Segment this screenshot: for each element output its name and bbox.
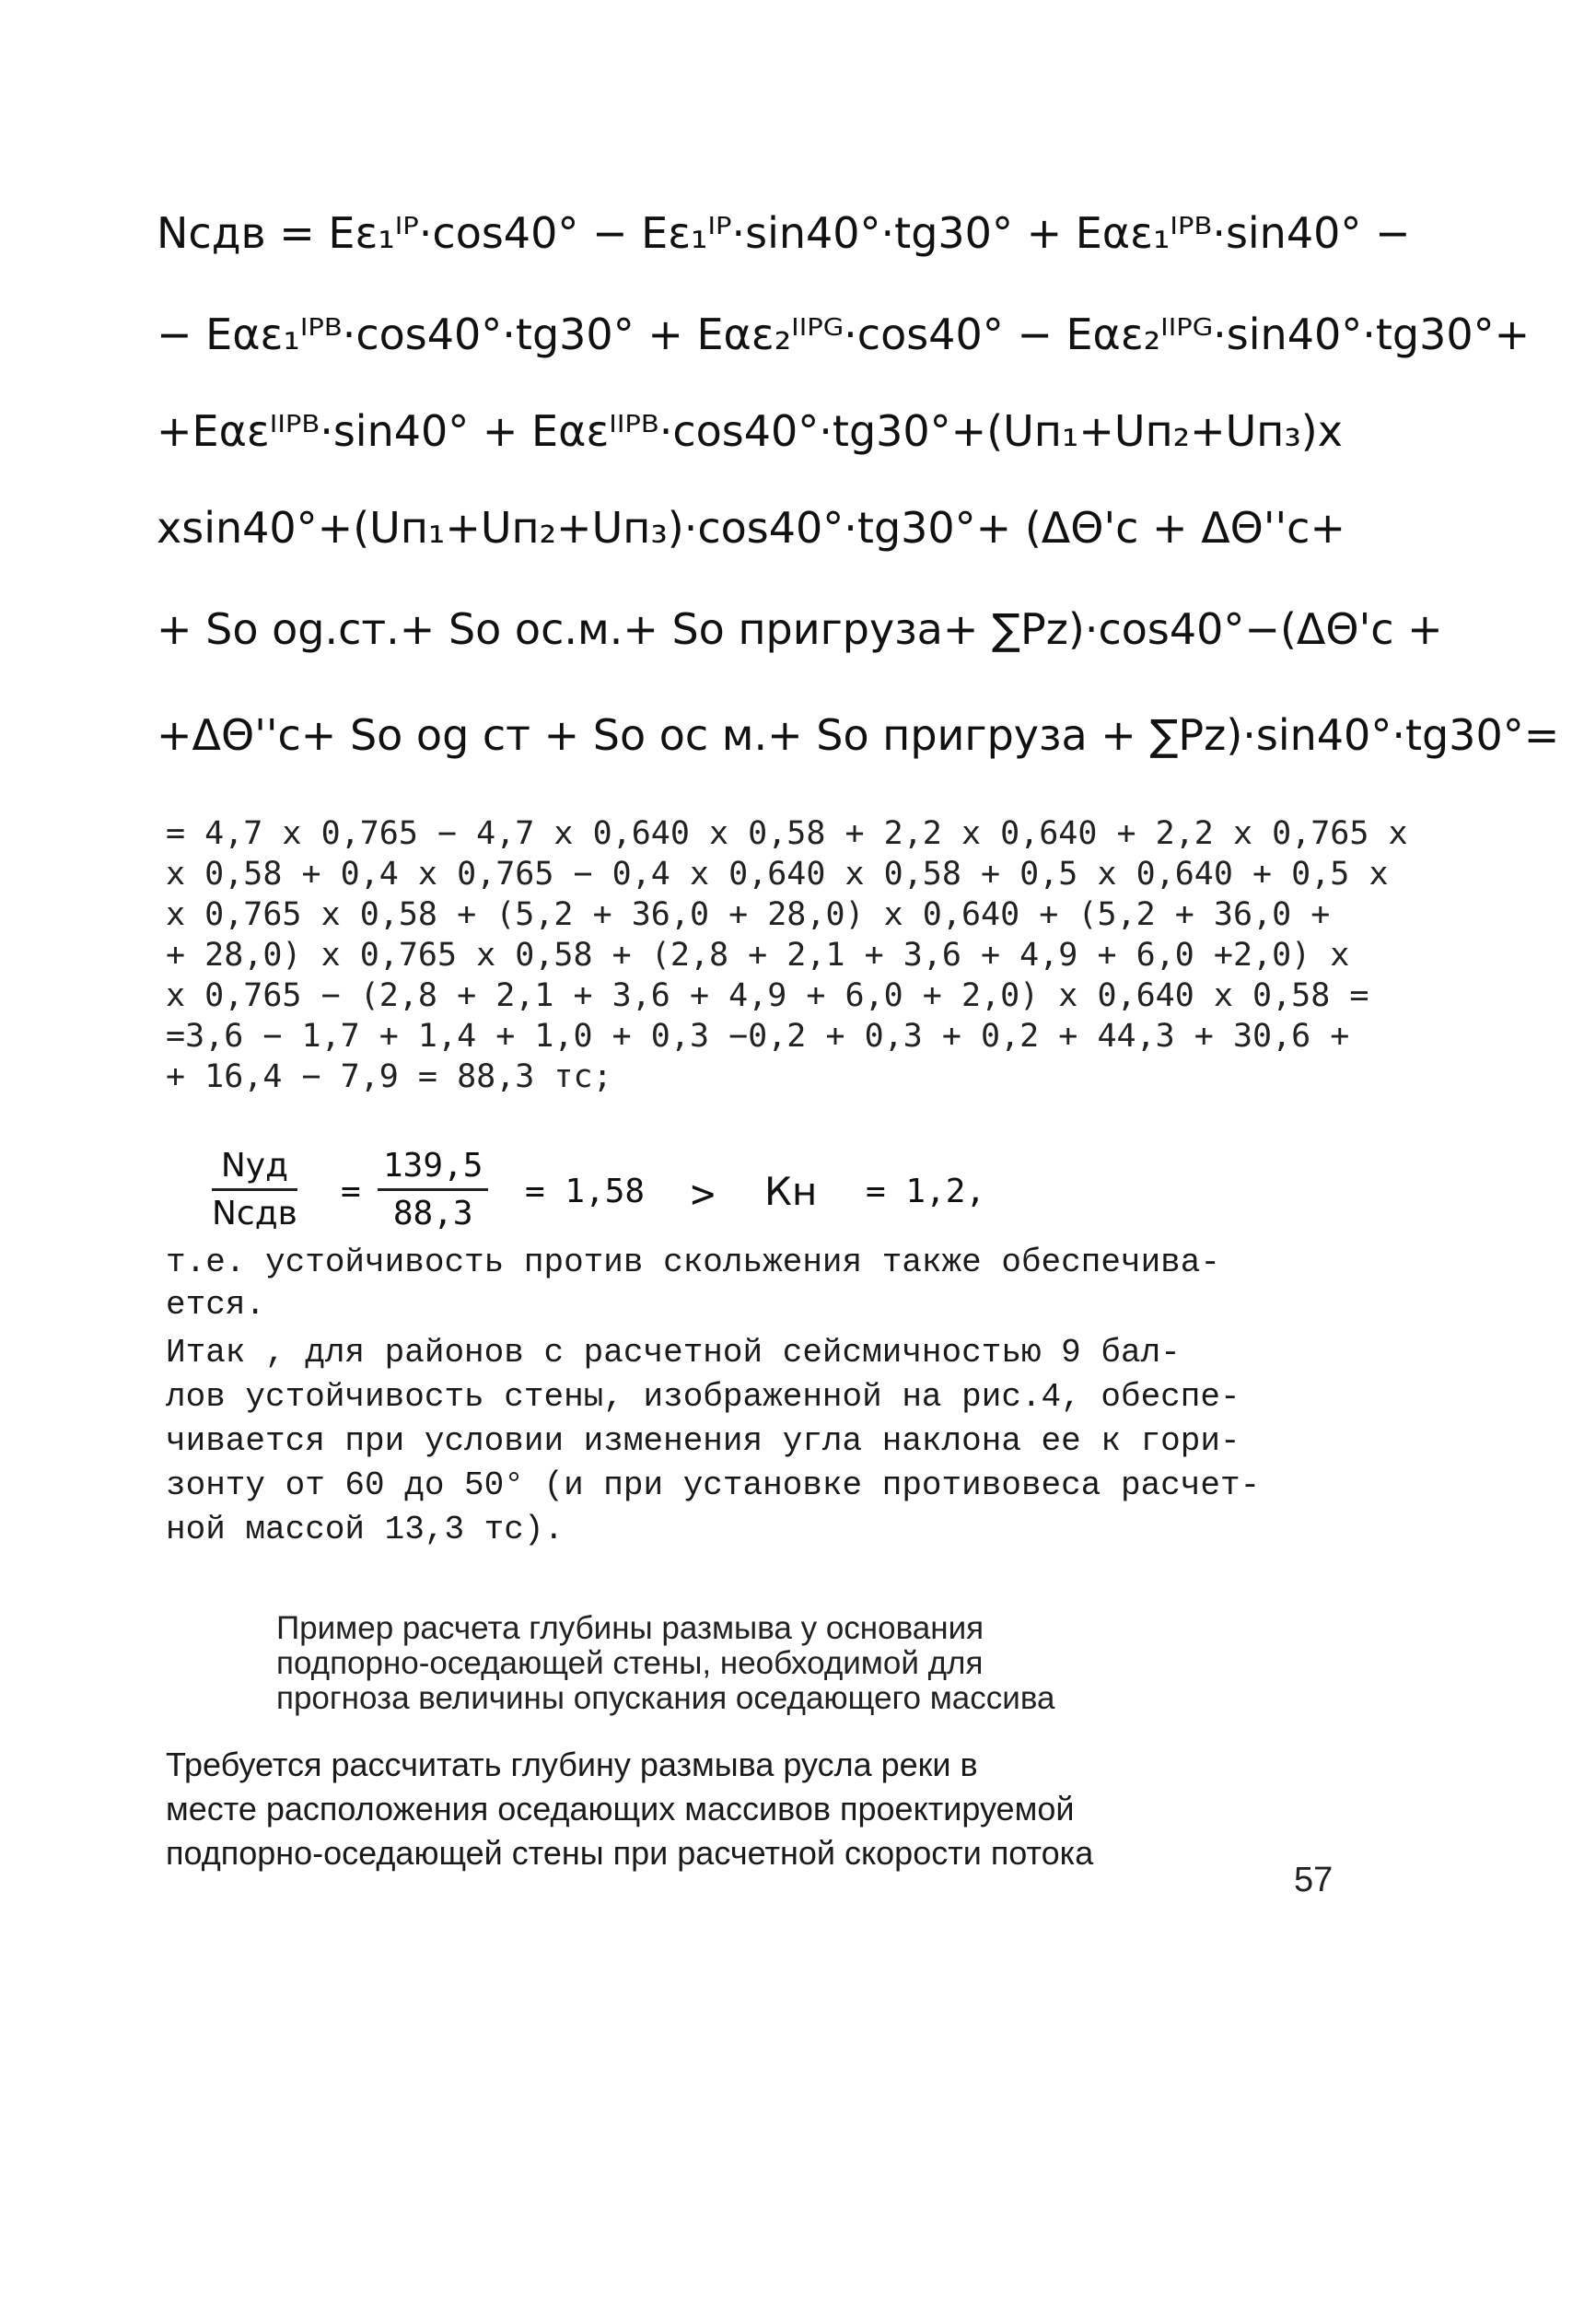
greater-than: > [691,1171,716,1218]
text-line: ной массой 13,3 тс). [166,1511,565,1548]
fraction-right [378,1147,488,1232]
fraction-numerator: 139,5 [378,1147,488,1191]
calc-line: =3,6 − 1,7 + 1,4 + 1,0 + 0,3 −0,2 + 0,3 + 0,2 + 44,3 + 30,6 + [166,1018,1350,1055]
heading-line: Пример расчета глубины размыва у основания [276,1610,984,1646]
heading-line: подпорно-оседающей стены, необходимой для [276,1645,984,1681]
fraction-left [212,1147,297,1232]
formula-text: xsin40°+(Uп₁+Uп₂+Uп₃)·cos40°·tg30°+ (ΔΘ'c + ΔΘ''c+ [157,503,1345,553]
ratio-result: = 1,58 [525,1173,646,1210]
formula-text: +Eαεᴵᴵᴾᴮ·sin40° + Eαεᴵᴵᴾᴮ·cos40°·tg30°+(Uп₁+Uп₂+Uп₃)x [157,406,1343,456]
text-line: Итак , для районов с расчетной сейсмичностью 9 бал- [166,1334,1181,1372]
formula-text: +ΔΘ''c+ Sо оg ст + Sо ос м.+ Sо пригрузa + ∑Pz)·sin40°·tg30°= [157,710,1560,760]
equals-sign: = [341,1173,361,1210]
calc-line: = 4,7 x 0,765 − 4,7 x 0,640 x 0,58 + 2,2 x 0,640 + 2,2 x 0,765 x [166,815,1408,852]
text-line: месте расположения оседающих массивов проектируемой [166,1790,1075,1828]
formula-text: Nсдв = Eε₁ᴵᴾ·cos40° − Eε₁ᴵᴾ·sin40°·tg30° + Eαε₁ᴵᴾᴮ·sin40° − [157,208,1411,258]
heading-line: прогноза величины опускания оседающего массива [276,1680,1055,1716]
text-line: зонту от 60 до 50° (и при установке противовеса расчет- [166,1466,1261,1504]
calc-line: x 0,58 + 0,4 x 0,765 − 0,4 x 0,640 x 0,58 + 0,5 x 0,640 + 0,5 x [166,856,1389,893]
text-line: ется. [166,1286,266,1324]
formula-text: − Eαε₁ᴵᴾᴮ·cos40°·tg30° + Eαε₂ᴵᴵᴾᴳ·cos40° − Eαε₂ᴵᴵᴾᴳ·sin40°·tg30°+ [157,309,1531,359]
formula-line-6 [157,710,1560,760]
text-line: т.е. устойчивость против скольжения также обеспечива- [166,1244,1220,1281]
calc-line: + 16,4 − 7,9 = 88,3 тс; [166,1058,612,1095]
formula-line-5 [157,604,1443,654]
formula-line-3 [157,406,1343,456]
fraction-numerator: Nуд [212,1147,297,1191]
formula-line-1 [157,208,1411,258]
k-value: = 1,2, [866,1173,986,1210]
formula-line-4 [157,503,1345,553]
calc-line: x 0,765 − (2,8 + 2,1 + 3,6 + 4,9 + 6,0 + 2,0) x 0,640 x 0,58 = [166,977,1369,1014]
text-line: лов устойчивость стены, изображенной на рис.4, обеспе- [166,1378,1240,1416]
formula-text: + Sо оg.ст.+ Sо ос.м.+ Sо пригрузa+ ∑Pz)·cos40°−(ΔΘ'c + [157,604,1443,654]
fraction-denominator: Nсдв [212,1195,297,1232]
page-number: 57 [1294,1861,1334,1899]
formula-line-2 [157,309,1531,359]
fraction-denominator: 88,3 [392,1195,473,1232]
text-line: Требуется рассчитать глубину размыва русла реки в [166,1746,978,1783]
calc-line: + 28,0) x 0,765 x 0,58 + (2,8 + 2,1 + 3,6 + 4,9 + 6,0 +2,0) x [166,937,1350,974]
text-line: подпорно-оседающей стены при расчетной скорости потока [166,1834,1094,1872]
calc-line: x 0,765 x 0,58 + (5,2 + 36,0 + 28,0) x 0,640 + (5,2 + 36,0 + [166,896,1331,933]
k-symbol: Кн [764,1169,818,1214]
text-line: чивается при условии изменения угла наклона ее к гори- [166,1422,1240,1460]
